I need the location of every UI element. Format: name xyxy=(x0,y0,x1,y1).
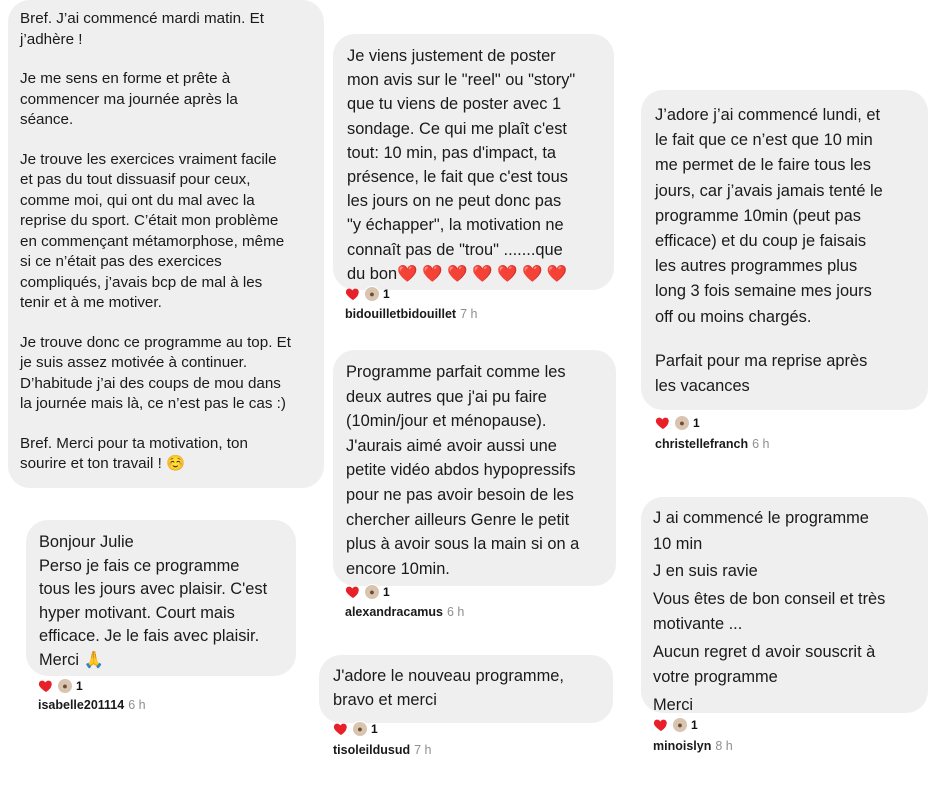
timestamp: 7 h xyxy=(414,743,432,757)
avatar-icon: ● xyxy=(364,584,380,600)
reaction-bar[interactable] xyxy=(655,415,700,431)
username[interactable]: tisoleildusud xyxy=(333,743,411,757)
username[interactable]: christellefranch xyxy=(655,437,749,451)
comment-bubble xyxy=(26,520,296,676)
comment-bubble xyxy=(333,34,614,290)
comment-meta xyxy=(345,605,464,619)
comment-text: J'adore le nouveau programme, bravo et merci xyxy=(333,667,564,709)
comment-text: Je viens justement de poster mon avis sur le "reel" ou "story" que tu viens de poster avec 1 sondage. Ce qui me plaît c'est tout: 10 min, pas d'impact, ta présence, le fait que c'est tous les jours on ne peut donc pas "y échapper", la motivation ne connaît pas de "trou" .......que du bon❤️ ❤️ ❤️ ❤️ ❤️ ❤️ ❤️ xyxy=(347,47,576,283)
timestamp: 7 h xyxy=(460,307,478,321)
avatar-icon: ● xyxy=(672,717,688,733)
comment-text: Vous êtes de bon conseil et très motivante ... xyxy=(653,589,886,633)
comment-bubble xyxy=(319,655,613,723)
reaction-bar[interactable] xyxy=(345,584,390,600)
comment-text: Bonjour Julie xyxy=(39,533,134,551)
username[interactable]: alexandracamus xyxy=(345,605,443,619)
comment-meta xyxy=(345,307,478,321)
heart-icon xyxy=(38,678,54,694)
heart-icon xyxy=(655,415,671,431)
reaction-bar[interactable] xyxy=(345,286,390,302)
reaction-count: 1 xyxy=(383,287,390,301)
username[interactable]: bidouilletbidouillet xyxy=(345,307,457,321)
heart-icon xyxy=(345,286,361,302)
comment-text: Bref. J’ai commencé mardi matin. Et j’adhère ! xyxy=(20,10,264,48)
comment-bubble xyxy=(641,90,928,410)
avatar-icon: ● xyxy=(352,721,368,737)
reaction-count: 1 xyxy=(691,718,698,732)
reaction-count: 1 xyxy=(76,679,83,693)
reaction-count: 1 xyxy=(693,416,700,430)
heart-icon xyxy=(333,721,349,737)
comment-text: Je trouve donc ce programme au top. Et je suis assez motivée à continuer. D’habitude j’ai des coups de mou dans la journée mais là, ce n’est pas le cas :) xyxy=(20,333,291,412)
timestamp: 6 h xyxy=(446,605,465,619)
heart-icon xyxy=(345,584,361,600)
comment-text: Merci xyxy=(653,695,694,714)
avatar-icon: ● xyxy=(364,286,380,302)
comment-meta xyxy=(653,739,733,753)
username[interactable]: minoislyn xyxy=(653,739,712,753)
reaction-count: 1 xyxy=(371,722,378,736)
comment-bubble xyxy=(333,350,616,586)
comment-bubble xyxy=(8,0,324,488)
comment-text: J en suis ravie xyxy=(653,562,758,580)
comment-text: Parfait pour ma reprise après les vacances xyxy=(655,351,868,396)
reaction-bar[interactable] xyxy=(653,717,698,733)
comment-text: J’adore j’ai commencé lundi, et le fait que ce n’est que 10 min me permet de le faire tous les jours, car j’avais jamais tenté le programme 10min (peut pas efficace) et du coup je faisais les autres programmes plus long 3 fois semaine mes jours off ou moins chargés. xyxy=(655,106,883,326)
comment-text: Bref. Merci pour ta motivation, ton sourire et ton travail ! ☺️ xyxy=(20,434,248,472)
timestamp: 8 h xyxy=(715,739,733,753)
heart-icon xyxy=(653,717,669,733)
timestamp: 6 h xyxy=(128,698,146,712)
comment-text: J ai commencé le programme 10 min xyxy=(653,509,869,553)
timestamp: 6 h xyxy=(752,437,770,451)
avatar-icon: ● xyxy=(674,415,690,431)
comment-text: Je me sens en forme et prête à commencer ma journée après la séance. xyxy=(20,70,238,128)
comment-bubble xyxy=(641,497,928,713)
reaction-bar[interactable] xyxy=(38,678,83,694)
reaction-count: 1 xyxy=(383,585,390,599)
comment-meta xyxy=(38,698,146,712)
avatar-icon: ● xyxy=(57,678,73,694)
comment-text: Programme parfait comme les deux autres que j'ai pu faire (10min/jour et ménopause). J'aurais aimé avoir aussi une petite vidéo abdos hypopressifs pour ne pas avoir besoin de les chercher ailleurs Genre le petit plus à avoir sous la main si on a encore 10min. xyxy=(346,363,580,578)
comment-meta xyxy=(333,743,431,757)
reaction-bar[interactable] xyxy=(333,721,378,737)
comment-meta xyxy=(655,437,769,451)
comment-text: Aucun regret d avoir souscrit à votre programme xyxy=(653,642,876,686)
comment-text: Je trouve les exercices vraiment facile et pas du tout dissuasif pour ceux, comme moi, qui ont du mal avec la reprise du sport. C’était mon problème en commençant métamorphose, même si ce n’était pas des exercices compliqués, j’avais bcp de mal à les tenir et à me motiver. xyxy=(20,150,285,311)
username[interactable]: isabelle201114 xyxy=(38,698,125,712)
comment-text: Perso je fais ce programme tous les jours avec plaisir. C'est hyper motivant. Court mais efficace. Je le fais avec plaisir. Merci 🙏 xyxy=(39,556,268,669)
